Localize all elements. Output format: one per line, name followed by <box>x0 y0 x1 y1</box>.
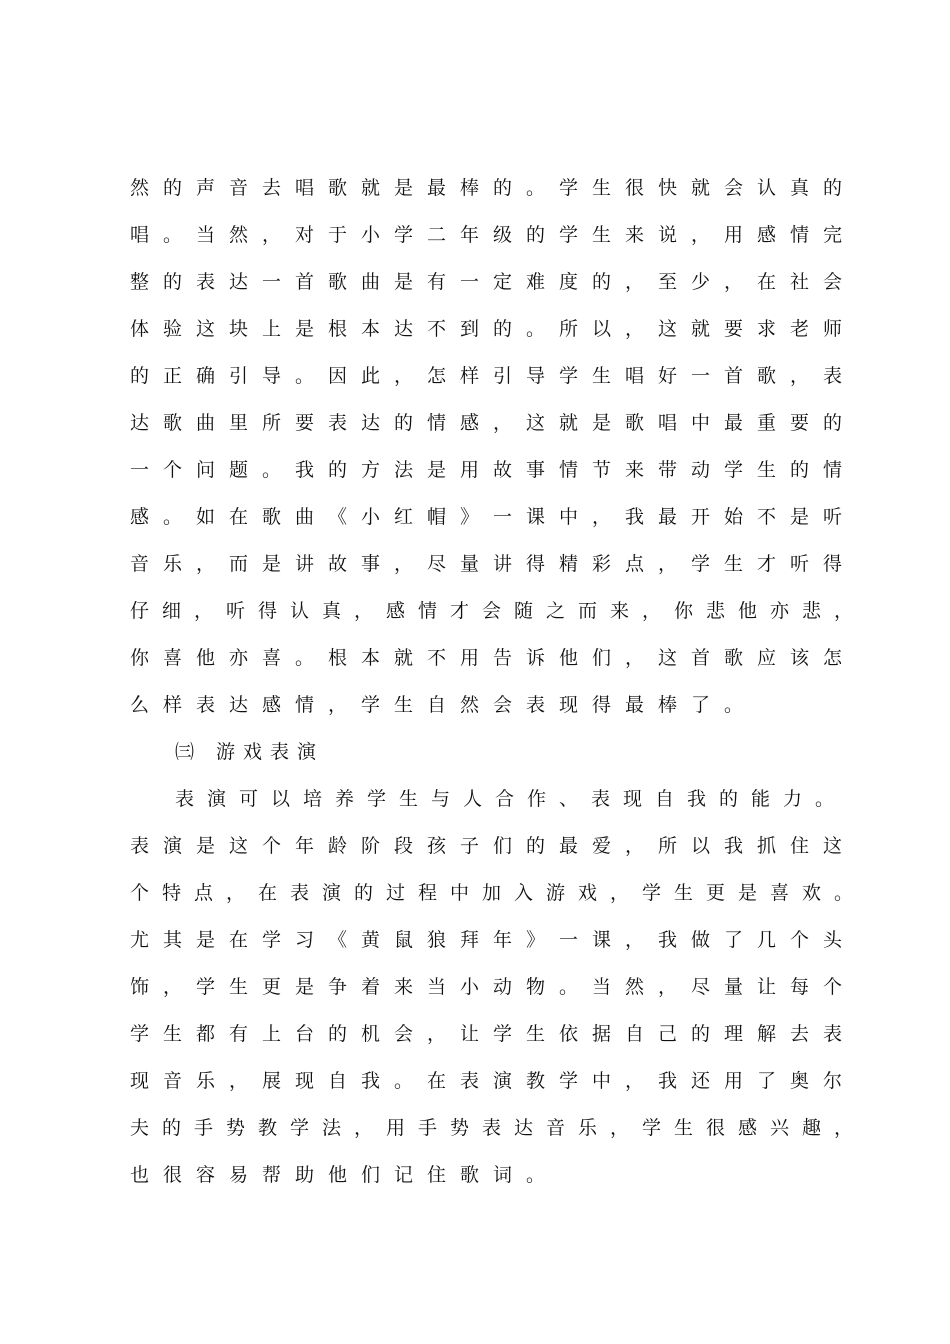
text-line: 唱。当然，对于小学二年级的学生来说，用感情完 <box>130 224 857 246</box>
text-line: 一个问题。我的方法是用故事情节来带动学生的情 <box>130 459 857 481</box>
text-line: 音乐，而是讲故事，尽量讲得精彩点，学生才听得 <box>130 553 857 575</box>
text-line: 体验这块上是根本达不到的。所以，这就要求老师 <box>130 318 857 340</box>
section-heading: ㈢ 游戏表演 <box>175 741 325 763</box>
text-line: 尤其是在学习《黄鼠狼拜年》一课，我做了几个头 <box>130 929 857 951</box>
text-line: 表演是这个年龄阶段孩子们的最爱，所以我抓住这 <box>130 835 857 857</box>
text-line: 么样表达感情，学生自然会表现得最棒了。 <box>130 694 758 716</box>
text-line: 也很容易帮助他们记住歌词。 <box>130 1164 560 1186</box>
text-line: 学生都有上台的机会，让学生依据自己的理解去表 <box>130 1023 857 1045</box>
text-line: 个特点，在表演的过程中加入游戏，学生更是喜欢。 <box>130 882 867 904</box>
text-line: 达歌曲里所要表达的情感，这就是歌唱中最重要的 <box>130 412 857 434</box>
text-line: 饰，学生更是争着来当小动物。当然，尽量让每个 <box>130 976 857 998</box>
text-line: 然的声音去唱歌就是最棒的。学生很快就会认真的 <box>130 177 857 199</box>
text-line: 整的表达一首歌曲是有一定难度的，至少，在社会 <box>130 271 857 293</box>
text-line: 现音乐，展现自我。在表演教学中，我还用了奥尔 <box>130 1070 857 1092</box>
text-line: 表演可以培养学生与人合作、表现自我的能力。 <box>175 788 848 810</box>
text-line: 感。如在歌曲《小红帽》一课中，我最开始不是听 <box>130 506 857 528</box>
text-line: 仔细，听得认真，感情才会随之而来，你悲他亦悲， <box>130 600 867 622</box>
text-line: 夫的手势教学法，用手势表达音乐，学生很感兴趣， <box>130 1117 867 1139</box>
text-line: 的正确引导。因此，怎样引导学生唱好一首歌，表 <box>130 365 857 387</box>
text-line: 你喜他亦喜。根本就不用告诉他们，这首歌应该怎 <box>130 647 857 669</box>
